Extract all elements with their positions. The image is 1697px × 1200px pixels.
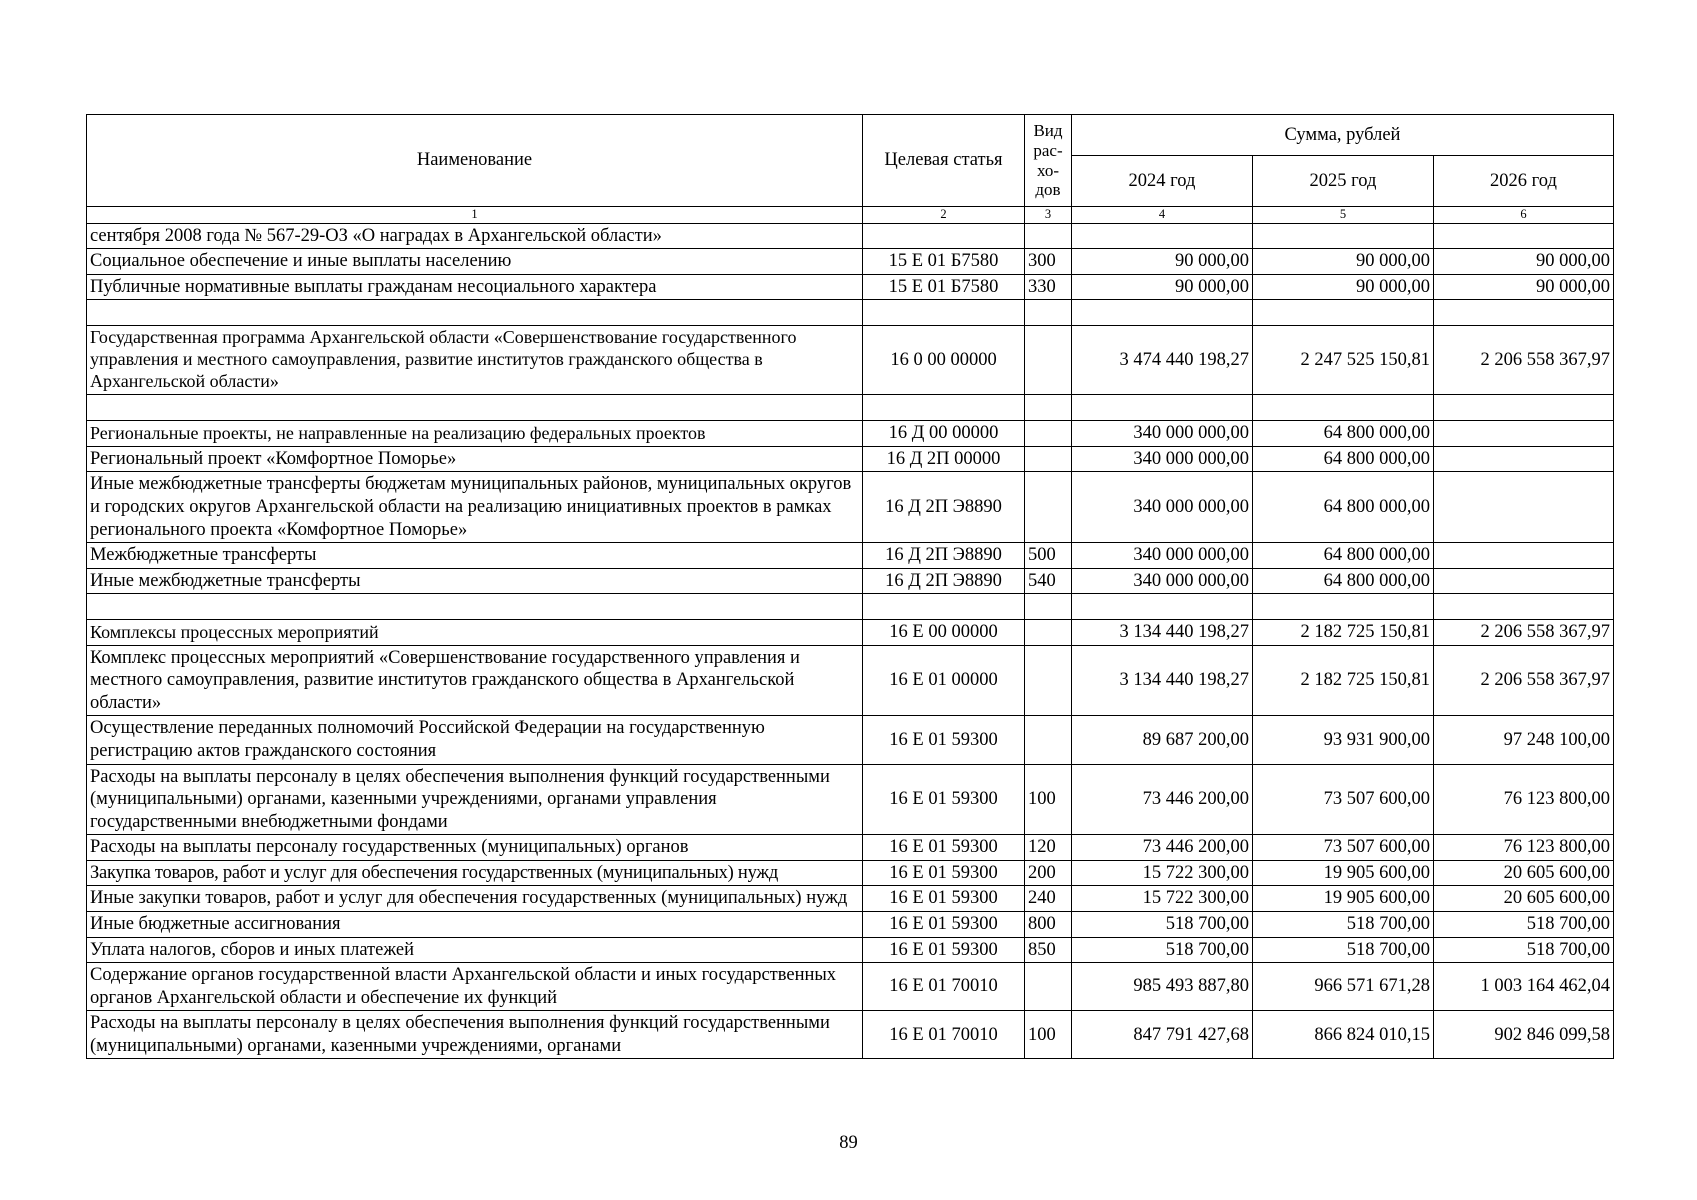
column-number: 5 — [1253, 207, 1434, 224]
table-row — [87, 620, 1614, 646]
target-code — [863, 223, 1025, 249]
expense-type: 200 — [1025, 860, 1072, 886]
expense-type: 850 — [1025, 937, 1072, 963]
target-code: 16 Д 2П Э8890 — [863, 472, 1025, 543]
amount-2024: 73 446 200,00 — [1072, 835, 1253, 861]
row-name: Расходы на выплаты персоналу государственных (муниципальных) органов — [87, 835, 863, 861]
amount-2025 — [1253, 395, 1434, 421]
header-name: Наименование — [87, 115, 863, 207]
table-row — [87, 764, 1614, 835]
amount-2025: 2 247 525 150,81 — [1253, 326, 1434, 395]
row-name: Уплата налогов, сборов и иных платежей — [87, 937, 863, 963]
amount-2026: 2 206 558 367,97 — [1434, 620, 1614, 646]
table-row — [87, 326, 1614, 395]
amount-2026: 90 000,00 — [1434, 274, 1614, 300]
amount-2024: 340 000 000,00 — [1072, 421, 1253, 447]
amount-2025: 90 000,00 — [1253, 249, 1434, 275]
row-name: Комплекс процессных мероприятий «Совершенствование государственного управления и местного самоуправления, развитие институтов гражданского общества в Архангельской области» — [87, 645, 863, 716]
amount-2025 — [1253, 300, 1434, 326]
column-number: 3 — [1025, 207, 1072, 224]
expense-type: 540 — [1025, 568, 1072, 594]
expense-type — [1025, 421, 1072, 447]
table-header — [87, 115, 1614, 224]
amount-2024: 73 446 200,00 — [1072, 764, 1253, 835]
amount-2025: 2 182 725 150,81 — [1253, 620, 1434, 646]
table-row — [87, 543, 1614, 569]
column-number-row — [87, 207, 1614, 224]
amount-2026 — [1434, 594, 1614, 620]
row-name — [87, 300, 863, 326]
amount-2026 — [1434, 446, 1614, 472]
amount-2024: 89 687 200,00 — [1072, 716, 1253, 764]
amount-2024: 847 791 427,68 — [1072, 1011, 1253, 1059]
row-name: Осуществление переданных полномочий Российской Федерации на государственную регистрацию актов гражданского состояния — [87, 716, 863, 764]
row-name: Региональный проект «Комфортное Поморье» — [87, 446, 863, 472]
expense-type — [1025, 300, 1072, 326]
table-row — [87, 446, 1614, 472]
amount-2024: 15 722 300,00 — [1072, 860, 1253, 886]
amount-2026 — [1434, 421, 1614, 447]
amount-2026: 76 123 800,00 — [1434, 764, 1614, 835]
row-name — [87, 594, 863, 620]
column-number: 1 — [87, 207, 863, 224]
amount-2026: 518 700,00 — [1434, 911, 1614, 937]
row-name: сентября 2008 года № 567-29-ОЗ «О наградах в Архангельской области» — [87, 223, 863, 249]
amount-2024 — [1072, 300, 1253, 326]
expense-type — [1025, 716, 1072, 764]
row-name: Иные бюджетные ассигнования — [87, 911, 863, 937]
amount-2024: 340 000 000,00 — [1072, 446, 1253, 472]
amount-2024: 3 474 440 198,27 — [1072, 326, 1253, 395]
expense-type — [1025, 472, 1072, 543]
table-row — [87, 568, 1614, 594]
target-code: 16 0 00 00000 — [863, 326, 1025, 395]
amount-2025: 64 800 000,00 — [1253, 543, 1434, 569]
table-row — [87, 223, 1614, 249]
table-row — [87, 835, 1614, 861]
amount-2024: 90 000,00 — [1072, 249, 1253, 275]
row-name: Публичные нормативные выплаты гражданам несоциального характера — [87, 274, 863, 300]
target-code — [863, 300, 1025, 326]
row-name: Содержание органов государственной власти Архангельской области и иных государственных органов Архангельской области и обеспечение их функций — [87, 963, 863, 1011]
amount-2024 — [1072, 223, 1253, 249]
amount-2025 — [1253, 223, 1434, 249]
table-row — [87, 274, 1614, 300]
amount-2025: 64 800 000,00 — [1253, 446, 1434, 472]
amount-2026 — [1434, 223, 1614, 249]
target-code: 16 Д 2П Э8890 — [863, 543, 1025, 569]
target-code: 16 Е 01 59300 — [863, 937, 1025, 963]
amount-2026: 20 605 600,00 — [1434, 860, 1614, 886]
table-row — [87, 1011, 1614, 1059]
table-row — [87, 249, 1614, 275]
expense-type — [1025, 395, 1072, 421]
expense-type: 800 — [1025, 911, 1072, 937]
table-row — [87, 963, 1614, 1011]
amount-2026 — [1434, 472, 1614, 543]
target-code: 16 Е 01 00000 — [863, 645, 1025, 716]
amount-2024: 15 722 300,00 — [1072, 886, 1253, 912]
target-code: 16 Е 01 59300 — [863, 911, 1025, 937]
expense-type — [1025, 620, 1072, 646]
amount-2024: 518 700,00 — [1072, 937, 1253, 963]
amount-2024: 518 700,00 — [1072, 911, 1253, 937]
amount-2026: 76 123 800,00 — [1434, 835, 1614, 861]
target-code: 16 Е 01 70010 — [863, 963, 1025, 1011]
budget-table — [86, 114, 1614, 1059]
table-row — [87, 937, 1614, 963]
target-code — [863, 594, 1025, 620]
row-name: Расходы на выплаты персоналу в целях обеспечения выполнения функций государственными (муниципальными) органами, казенными учреждениями, органами — [87, 1011, 863, 1059]
amount-2025: 19 905 600,00 — [1253, 886, 1434, 912]
amount-2025: 518 700,00 — [1253, 937, 1434, 963]
spacer-row — [87, 395, 1614, 421]
amount-2026 — [1434, 300, 1614, 326]
amount-2024: 90 000,00 — [1072, 274, 1253, 300]
amount-2026: 1 003 164 462,04 — [1434, 963, 1614, 1011]
expense-type — [1025, 446, 1072, 472]
spacer-row — [87, 300, 1614, 326]
expense-type — [1025, 963, 1072, 1011]
column-number: 4 — [1072, 207, 1253, 224]
header-vid: Вид рас-хо-дов — [1025, 115, 1072, 207]
table-row — [87, 886, 1614, 912]
target-code: 16 Д 00 00000 — [863, 421, 1025, 447]
amount-2026 — [1434, 568, 1614, 594]
amount-2024 — [1072, 594, 1253, 620]
amount-2026 — [1434, 395, 1614, 421]
table-body — [87, 223, 1614, 1059]
expense-type — [1025, 645, 1072, 716]
header-year-2025: 2025 год — [1253, 156, 1434, 207]
amount-2026: 90 000,00 — [1434, 249, 1614, 275]
table-row — [87, 472, 1614, 543]
amount-2025: 2 182 725 150,81 — [1253, 645, 1434, 716]
amount-2026: 2 206 558 367,97 — [1434, 326, 1614, 395]
amount-2026: 2 206 558 367,97 — [1434, 645, 1614, 716]
target-code — [863, 395, 1025, 421]
target-code: 16 Е 01 59300 — [863, 835, 1025, 861]
row-name: Закупка товаров, работ и услуг для обеспечения государственных (муниципальных) нужд — [87, 860, 863, 886]
row-name: Комплексы процессных мероприятий — [87, 620, 863, 646]
header-sum: Сумма, рублей — [1072, 115, 1614, 156]
header-target: Целевая статья — [863, 115, 1025, 207]
row-name: Социальное обеспечение и иные выплаты населению — [87, 249, 863, 275]
target-code: 16 Е 01 59300 — [863, 764, 1025, 835]
amount-2024: 3 134 440 198,27 — [1072, 620, 1253, 646]
header-year-2026: 2026 год — [1434, 156, 1614, 207]
amount-2025: 93 931 900,00 — [1253, 716, 1434, 764]
amount-2025: 518 700,00 — [1253, 911, 1434, 937]
amount-2024 — [1072, 395, 1253, 421]
amount-2026: 518 700,00 — [1434, 937, 1614, 963]
amount-2024: 3 134 440 198,27 — [1072, 645, 1253, 716]
target-code: 16 Е 01 59300 — [863, 716, 1025, 764]
amount-2025: 73 507 600,00 — [1253, 835, 1434, 861]
expense-type — [1025, 594, 1072, 620]
amount-2026: 902 846 099,58 — [1434, 1011, 1614, 1059]
expense-type: 500 — [1025, 543, 1072, 569]
row-name: Расходы на выплаты персоналу в целях обеспечения выполнения функций государственными (муниципальными) органами, казенными учреждениями, органами управления государственными внебюджетными фондами — [87, 764, 863, 835]
target-code: 16 Е 01 59300 — [863, 886, 1025, 912]
row-name: Иные межбюджетные трансферты бюджетам муниципальных районов, муниципальных округов и городских округов Архангельской области на реализацию инициативных проектов в рамках регионального проекта «Комфортное Поморье» — [87, 472, 863, 543]
expense-type: 330 — [1025, 274, 1072, 300]
amount-2024: 340 000 000,00 — [1072, 472, 1253, 543]
amount-2026: 97 248 100,00 — [1434, 716, 1614, 764]
spacer-row — [87, 594, 1614, 620]
amount-2024: 340 000 000,00 — [1072, 543, 1253, 569]
amount-2024: 985 493 887,80 — [1072, 963, 1253, 1011]
expense-type: 100 — [1025, 764, 1072, 835]
header-year-2024: 2024 год — [1072, 156, 1253, 207]
row-name: Региональные проекты, не направленные на реализацию федеральных проектов — [87, 421, 863, 447]
target-code: 16 Д 2П Э8890 — [863, 568, 1025, 594]
amount-2025: 19 905 600,00 — [1253, 860, 1434, 886]
amount-2026: 20 605 600,00 — [1434, 886, 1614, 912]
row-name — [87, 395, 863, 421]
amount-2025: 90 000,00 — [1253, 274, 1434, 300]
page-number: 89 — [839, 1133, 858, 1153]
amount-2025: 866 824 010,15 — [1253, 1011, 1434, 1059]
target-code: 16 Д 2П 00000 — [863, 446, 1025, 472]
amount-2025: 73 507 600,00 — [1253, 764, 1434, 835]
expense-type: 100 — [1025, 1011, 1072, 1059]
target-code: 16 Е 01 59300 — [863, 860, 1025, 886]
table-row — [87, 716, 1614, 764]
target-code: 15 Е 01 Б7580 — [863, 249, 1025, 275]
row-name: Межбюджетные трансферты — [87, 543, 863, 569]
expense-type — [1025, 223, 1072, 249]
expense-type — [1025, 326, 1072, 395]
row-name: Иные закупки товаров, работ и услуг для обеспечения государственных (муниципальных) нужд — [87, 886, 863, 912]
expense-type: 240 — [1025, 886, 1072, 912]
table-row — [87, 860, 1614, 886]
row-name: Иные межбюджетные трансферты — [87, 568, 863, 594]
amount-2025: 64 800 000,00 — [1253, 421, 1434, 447]
expense-type: 120 — [1025, 835, 1072, 861]
target-code: 16 Е 01 70010 — [863, 1011, 1025, 1059]
amount-2026 — [1434, 543, 1614, 569]
table-row — [87, 421, 1614, 447]
table-row — [87, 911, 1614, 937]
amount-2025: 64 800 000,00 — [1253, 472, 1434, 543]
amount-2025: 966 571 671,28 — [1253, 963, 1434, 1011]
target-code: 15 Е 01 Б7580 — [863, 274, 1025, 300]
target-code: 16 Е 00 00000 — [863, 620, 1025, 646]
row-name: Государственная программа Архангельской области «Совершенствование государственного управления и местного самоуправления, развитие институтов гражданского общества в Архангельской области» — [87, 326, 863, 395]
expense-type: 300 — [1025, 249, 1072, 275]
table-row — [87, 645, 1614, 716]
column-number: 6 — [1434, 207, 1614, 224]
column-number: 2 — [863, 207, 1025, 224]
amount-2025: 64 800 000,00 — [1253, 568, 1434, 594]
amount-2025 — [1253, 594, 1434, 620]
amount-2024: 340 000 000,00 — [1072, 568, 1253, 594]
